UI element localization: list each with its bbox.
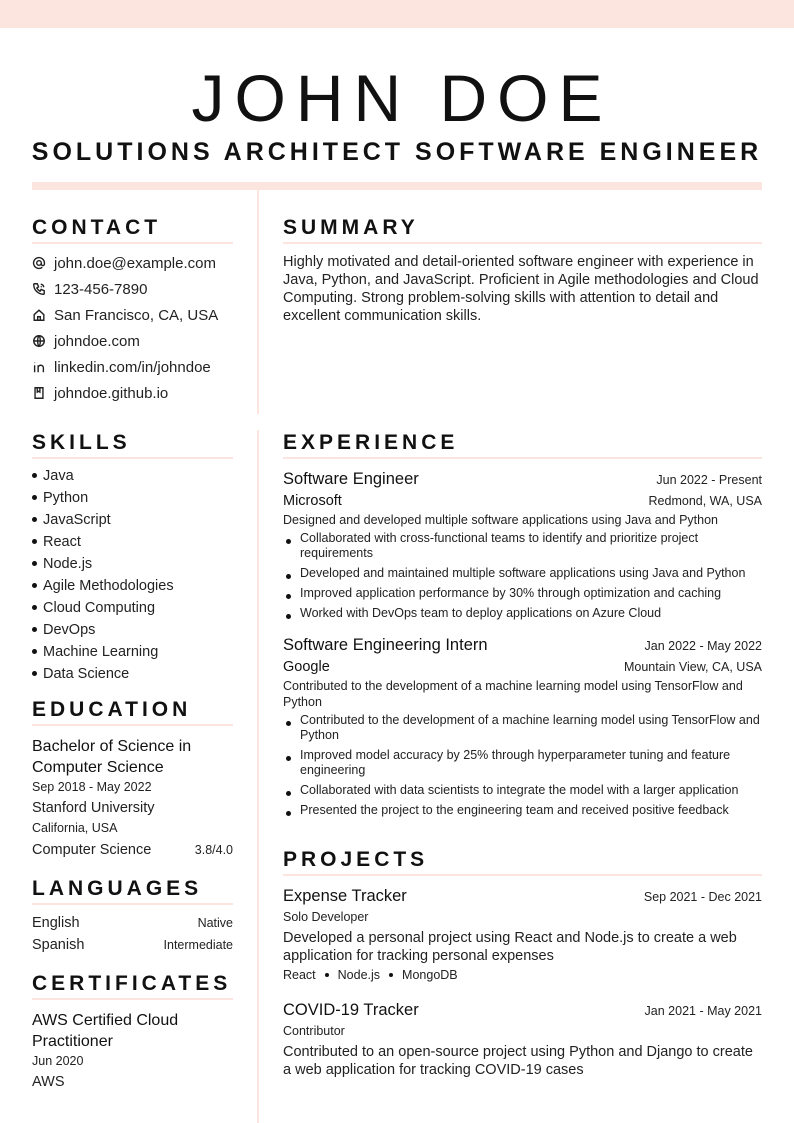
skills-heading: SKILLS <box>32 430 233 459</box>
education-field: Computer Science <box>32 842 152 858</box>
tag: Node.js <box>337 968 381 982</box>
contact-email-text: john.doe@example.com <box>54 254 216 272</box>
experience-section <box>283 430 762 823</box>
column-divider-top <box>257 190 259 414</box>
contact-linkedin-text: linkedin.com/in/johndoe <box>54 358 211 376</box>
skill-item: React <box>32 531 233 553</box>
job-location: Redmond, WA, USA <box>648 494 762 508</box>
job-entry <box>283 468 762 621</box>
certificate-name: AWS Certified Cloud Practitioner <box>32 1012 179 1050</box>
list-item: Developed and maintained multiple software applications using Java and Python <box>283 566 762 581</box>
education-location: California, USA <box>32 821 118 835</box>
skill-item: Data Science <box>32 663 233 685</box>
github-icon <box>32 386 46 400</box>
candidate-name: JOHN DOE <box>191 61 613 135</box>
header-divider <box>32 182 762 190</box>
education-school: Stanford University <box>32 800 155 816</box>
skills-section <box>32 430 233 685</box>
separator-dot-icon <box>389 973 393 977</box>
bullet-icon <box>32 605 37 610</box>
job-company: Microsoft <box>283 493 342 509</box>
separator-dot-icon <box>325 973 329 977</box>
contact-linkedin[interactable] <box>32 354 233 380</box>
list-item: Collaborated with cross-functional teams to identify and prioritize project requirements <box>283 531 762 561</box>
contact-github[interactable] <box>32 380 233 406</box>
job-location: Mountain View, CA, USA <box>623 660 762 674</box>
list-item: Collaborated with data scientists to integrate the model with a larger application <box>283 783 762 798</box>
skill-item: Agile Methodologies <box>32 575 233 597</box>
education-degree: Bachelor of Science in Computer Science <box>32 738 192 776</box>
contact-heading: CONTACT <box>32 215 233 244</box>
job-title: Software Engineer <box>283 470 419 488</box>
list-item: Presented the project to the engineering team and received positive feedback <box>283 803 762 818</box>
job-description: Contributed to the development of a machine learning model using TensorFlow and Python <box>283 679 743 709</box>
job-bullets <box>283 531 762 621</box>
project-name: COVID-19 Tracker <box>283 1001 419 1019</box>
languages-section <box>32 876 233 956</box>
linkedin-icon <box>32 360 46 374</box>
education-heading: EDUCATION <box>32 697 233 726</box>
globe-icon <box>32 334 46 348</box>
bullet-icon <box>32 539 37 544</box>
summary-section <box>283 215 762 325</box>
project-entry <box>283 999 762 1079</box>
languages-heading: LANGUAGES <box>32 876 233 905</box>
contact-section <box>32 215 233 406</box>
project-entry <box>283 885 762 983</box>
project-name: Expense Tracker <box>283 887 407 905</box>
bullet-icon <box>32 495 37 500</box>
bullet-icon <box>32 649 37 654</box>
bullet-icon <box>32 561 37 566</box>
job-company: Google <box>283 659 330 675</box>
contact-location <box>32 302 233 328</box>
projects-section <box>283 847 762 1079</box>
column-divider-bottom <box>257 430 259 1123</box>
list-item: Improved application performance by 30% through optimization and caching <box>283 586 762 601</box>
project-description: Contributed to an open-source project using Python and Django to create a web application for tracking COVID-19 cases <box>283 1044 753 1078</box>
bullet-icon <box>32 473 37 478</box>
summary-text: Highly motivated and detail-oriented software engineer with experience in Java, Python, and JavaScript. Proficient in Agile methodologies and Cloud Computing. Strong problem-solving skills with attention to detail and excellent communication skills. <box>283 254 759 324</box>
education-dates: Sep 2018 - May 2022 <box>32 780 152 794</box>
at-icon <box>32 256 46 270</box>
skill-item: Cloud Computing <box>32 597 233 619</box>
skill-item: DevOps <box>32 619 233 641</box>
list-item: Worked with DevOps team to deploy applications on Azure Cloud <box>283 606 762 621</box>
list-item: Improved model accuracy by 25% through hyperparameter tuning and feature engineering <box>283 748 762 778</box>
certificate-issuer: AWS <box>32 1074 65 1090</box>
job-title: Software Engineering Intern <box>283 636 488 654</box>
bullet-icon <box>32 671 37 676</box>
job-bullets <box>283 713 762 818</box>
contact-website-text: johndoe.com <box>54 332 140 350</box>
job-description: Designed and developed multiple software applications using Java and Python <box>283 513 719 527</box>
contact-website[interactable] <box>32 328 233 354</box>
contact-phone[interactable] <box>32 276 233 302</box>
project-role: Contributor <box>283 1024 345 1038</box>
summary-heading: SUMMARY <box>283 215 762 244</box>
contact-email[interactable] <box>32 250 233 276</box>
education-gpa: 3.8/4.0 <box>194 843 233 857</box>
candidate-title: SOLUTIONS ARCHITECT SOFTWARE ENGINEER <box>31 138 763 166</box>
skill-item: Python <box>32 487 233 509</box>
list-item: Contributed to the development of a machine learning model using TensorFlow and Python <box>283 713 762 743</box>
skill-item: Machine Learning <box>32 641 233 663</box>
job-dates: Jun 2022 - Present <box>656 473 762 487</box>
skill-item: Node.js <box>32 553 233 575</box>
tag: React <box>283 968 316 982</box>
bullet-icon <box>32 517 37 522</box>
phone-icon <box>32 282 46 296</box>
home-icon <box>32 308 46 322</box>
education-section <box>32 697 233 861</box>
project-tags <box>283 967 762 983</box>
top-accent-band <box>0 0 794 28</box>
contact-phone-text: 123-456-7890 <box>54 280 148 298</box>
projects-heading: PROJECTS <box>283 847 762 876</box>
tag: MongoDB <box>402 968 458 982</box>
project-role: Solo Developer <box>283 910 369 924</box>
project-description: Developed a personal project using React and Node.js to create a web application for tracking personal expenses <box>283 930 737 964</box>
experience-heading: EXPERIENCE <box>283 430 762 459</box>
skill-item: Java <box>32 465 233 487</box>
project-dates: Jan 2021 - May 2021 <box>644 1004 762 1018</box>
language-row: Spanish Intermediate <box>32 937 233 953</box>
certificates-heading: CERTIFICATES <box>32 971 233 1000</box>
certificate-date: Jun 2020 <box>32 1054 84 1068</box>
bullet-icon <box>32 583 37 588</box>
project-dates: Sep 2021 - Dec 2021 <box>643 890 762 904</box>
skill-item: JavaScript <box>32 509 233 531</box>
bullet-icon <box>32 627 37 632</box>
job-entry <box>283 634 762 818</box>
certificates-section <box>32 971 233 1093</box>
contact-github-text: johndoe.github.io <box>54 384 169 402</box>
contact-location-text: San Francisco, CA, USA <box>54 306 219 324</box>
job-dates: Jan 2022 - May 2022 <box>644 639 762 653</box>
language-row: English Native <box>32 915 233 931</box>
